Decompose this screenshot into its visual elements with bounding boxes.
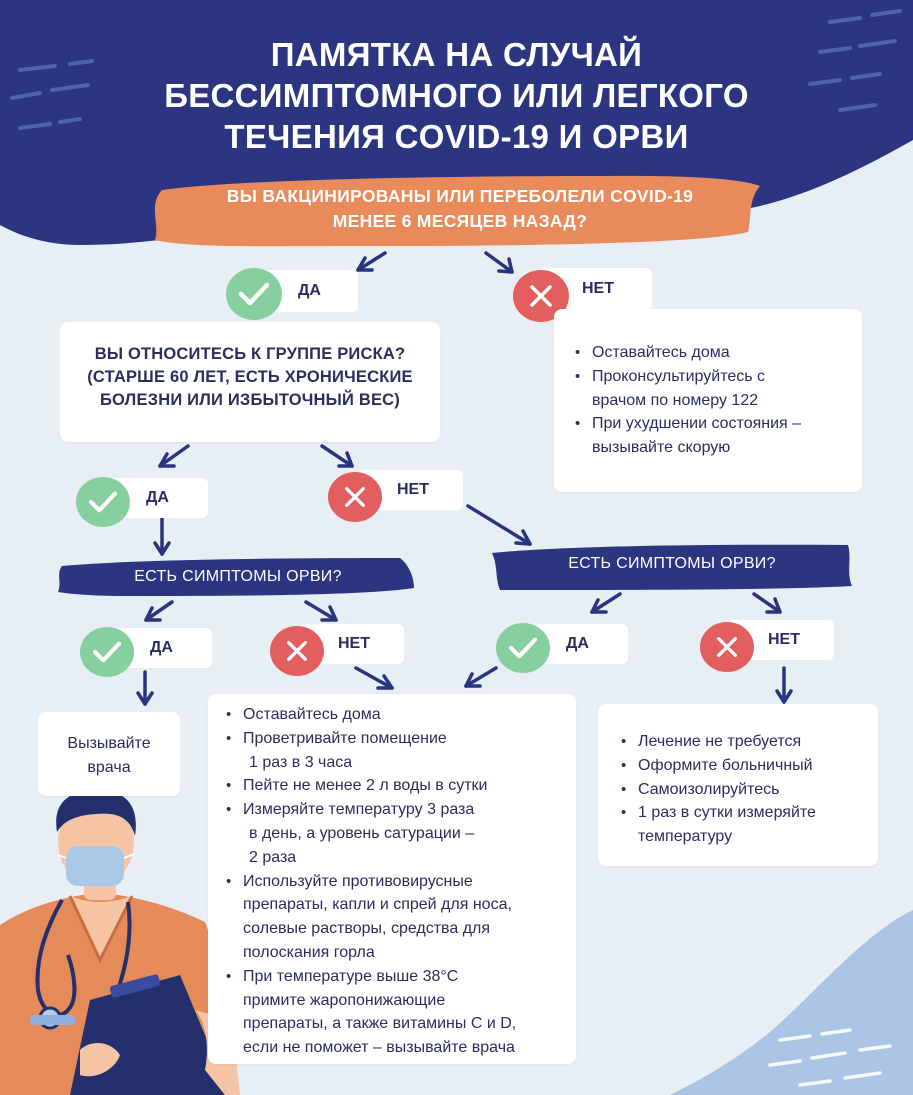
advice-item-ambulance xyxy=(572,412,862,460)
no-symptoms-item-line: • Оформите больничный xyxy=(638,756,813,774)
home-treatment-card xyxy=(208,694,576,1064)
cross-icon xyxy=(270,626,324,676)
call-doctor-line-2: врача xyxy=(87,759,131,776)
title-line-2: БЕССИМПТОМНОГО ИЛИ ЛЕГКОГО xyxy=(164,77,749,114)
no-symptoms-list xyxy=(618,730,878,849)
home-treatment-item-line: • Используйте противовирусные xyxy=(243,872,473,890)
home-treatment-item-line: • Оставайтесь дома xyxy=(243,706,381,723)
call-doctor-card xyxy=(38,712,180,796)
call-doctor-line-1: Вызывайте xyxy=(67,735,151,752)
no-symptoms-item xyxy=(618,778,878,802)
home-treatment-list xyxy=(223,703,576,1060)
title-line-3: ТЕЧЕНИЯ COVID-19 И ОРВИ xyxy=(224,118,689,155)
q3-left-no-label: НЕТ xyxy=(338,635,370,652)
question3-left-text: ЕСТЬ СИМПТОМЫ ОРВИ? xyxy=(134,568,342,585)
q3-left-yes-label: ДА xyxy=(150,639,173,656)
question1-line-1: ВЫ ВАКЦИНИРОВАНЫ ИЛИ ПЕРЕБОЛЕЛИ COVID-19 xyxy=(226,186,694,206)
home-treatment-item-line: препараты, капли и спрей для носа, xyxy=(243,896,512,914)
check-icon xyxy=(496,623,550,673)
check-icon xyxy=(76,477,130,527)
no-symptoms-card xyxy=(598,704,878,866)
advice-consult-line-1: Проконсультируйтесь с xyxy=(592,367,766,385)
home-treatment-item-line: в день, а уровень сатурации – xyxy=(249,824,475,842)
question2-line-1: ВЫ ОТНОСИТЕСЬ К ГРУППЕ РИСКА? xyxy=(94,345,406,363)
home-treatment-item-line: • При температуре выше 38°С xyxy=(243,967,459,985)
no-symptoms-item xyxy=(618,754,878,778)
advice-consult-line-2: врачом по номеру 122 xyxy=(592,391,759,409)
advice-ambulance-line-1: При ухудшении состояния – xyxy=(592,415,802,433)
q3-right-no-label: НЕТ xyxy=(768,631,800,648)
home-treatment-item xyxy=(223,703,576,727)
home-treatment-item-line: • Пейте не менее 2 л воды в сутки xyxy=(243,777,488,795)
question2-line-2: (СТАРШЕ 60 ЛЕТ, ЕСТЬ ХРОНИЧЕСКИЕ xyxy=(87,368,413,386)
q1-no-label: НЕТ xyxy=(582,280,614,297)
home-treatment-item-line: солевые растворы, средства для xyxy=(243,920,491,938)
home-treatment-item xyxy=(223,798,576,869)
question1-line-2: МЕНЕЕ 6 МЕСЯЦЕВ НАЗАД? xyxy=(332,211,588,231)
no-vaccination-advice-card xyxy=(554,309,862,492)
no-symptoms-item-line: • Лечение не требуется xyxy=(638,733,802,750)
home-treatment-item xyxy=(223,774,576,798)
advice-item-stay-home: • Оставайтесь дома xyxy=(572,341,862,365)
home-treatment-item-line: • Измеряйте температуру 3 раза xyxy=(243,801,475,819)
no-symptoms-item xyxy=(618,730,878,754)
home-treatment-item-line: полоскания горла xyxy=(243,943,375,961)
check-icon xyxy=(226,268,282,320)
home-treatment-item-line: 1 раз в 3 часа xyxy=(249,753,353,771)
question1-text xyxy=(175,184,745,234)
doctor-illustration xyxy=(0,790,240,1095)
home-treatment-item-line: если не поможет – вызывайте врача xyxy=(243,1039,515,1057)
home-treatment-item-line: препараты, а также витамины С и D, xyxy=(243,1015,517,1033)
home-treatment-item xyxy=(223,870,576,965)
q1-yes-label: ДА xyxy=(298,282,321,299)
check-icon xyxy=(80,627,134,677)
no-symptoms-item-line: температуру xyxy=(638,828,733,846)
q2-no-label: НЕТ xyxy=(397,481,429,498)
home-treatment-item-line: примите жаропонижающие xyxy=(243,991,446,1009)
title-line-1: ПАМЯТКА НА СЛУЧАЙ xyxy=(270,36,643,73)
bottom-right-wave xyxy=(670,910,913,1095)
q2-yes-label: ДА xyxy=(146,489,169,506)
cross-icon xyxy=(700,622,754,672)
question2-line-3: БОЛЕЗНИ ИЛИ ИЗБЫТОЧНЫЙ ВЕС) xyxy=(100,391,400,409)
q3-right-yes-label: ДА xyxy=(566,635,589,652)
question2-card xyxy=(60,322,440,442)
advice-ambulance-line-2: вызывайте скорую xyxy=(592,439,731,457)
cross-icon xyxy=(328,472,382,522)
home-treatment-item-line: 2 раза xyxy=(249,848,297,866)
advice-item-consult xyxy=(572,365,862,413)
no-symptoms-item xyxy=(618,801,878,849)
page-title xyxy=(0,34,913,157)
no-symptoms-item-line: • Самоизолируйтесь xyxy=(638,780,780,798)
home-treatment-item-line: • Проветривайте помещение xyxy=(243,729,447,747)
no-symptoms-item-line: • 1 раз в сутки измеряйте xyxy=(638,804,816,822)
home-treatment-item xyxy=(223,727,576,775)
question3-right-text: ЕСТЬ СИМПТОМЫ ОРВИ? xyxy=(568,555,776,572)
home-treatment-item xyxy=(223,965,576,1060)
